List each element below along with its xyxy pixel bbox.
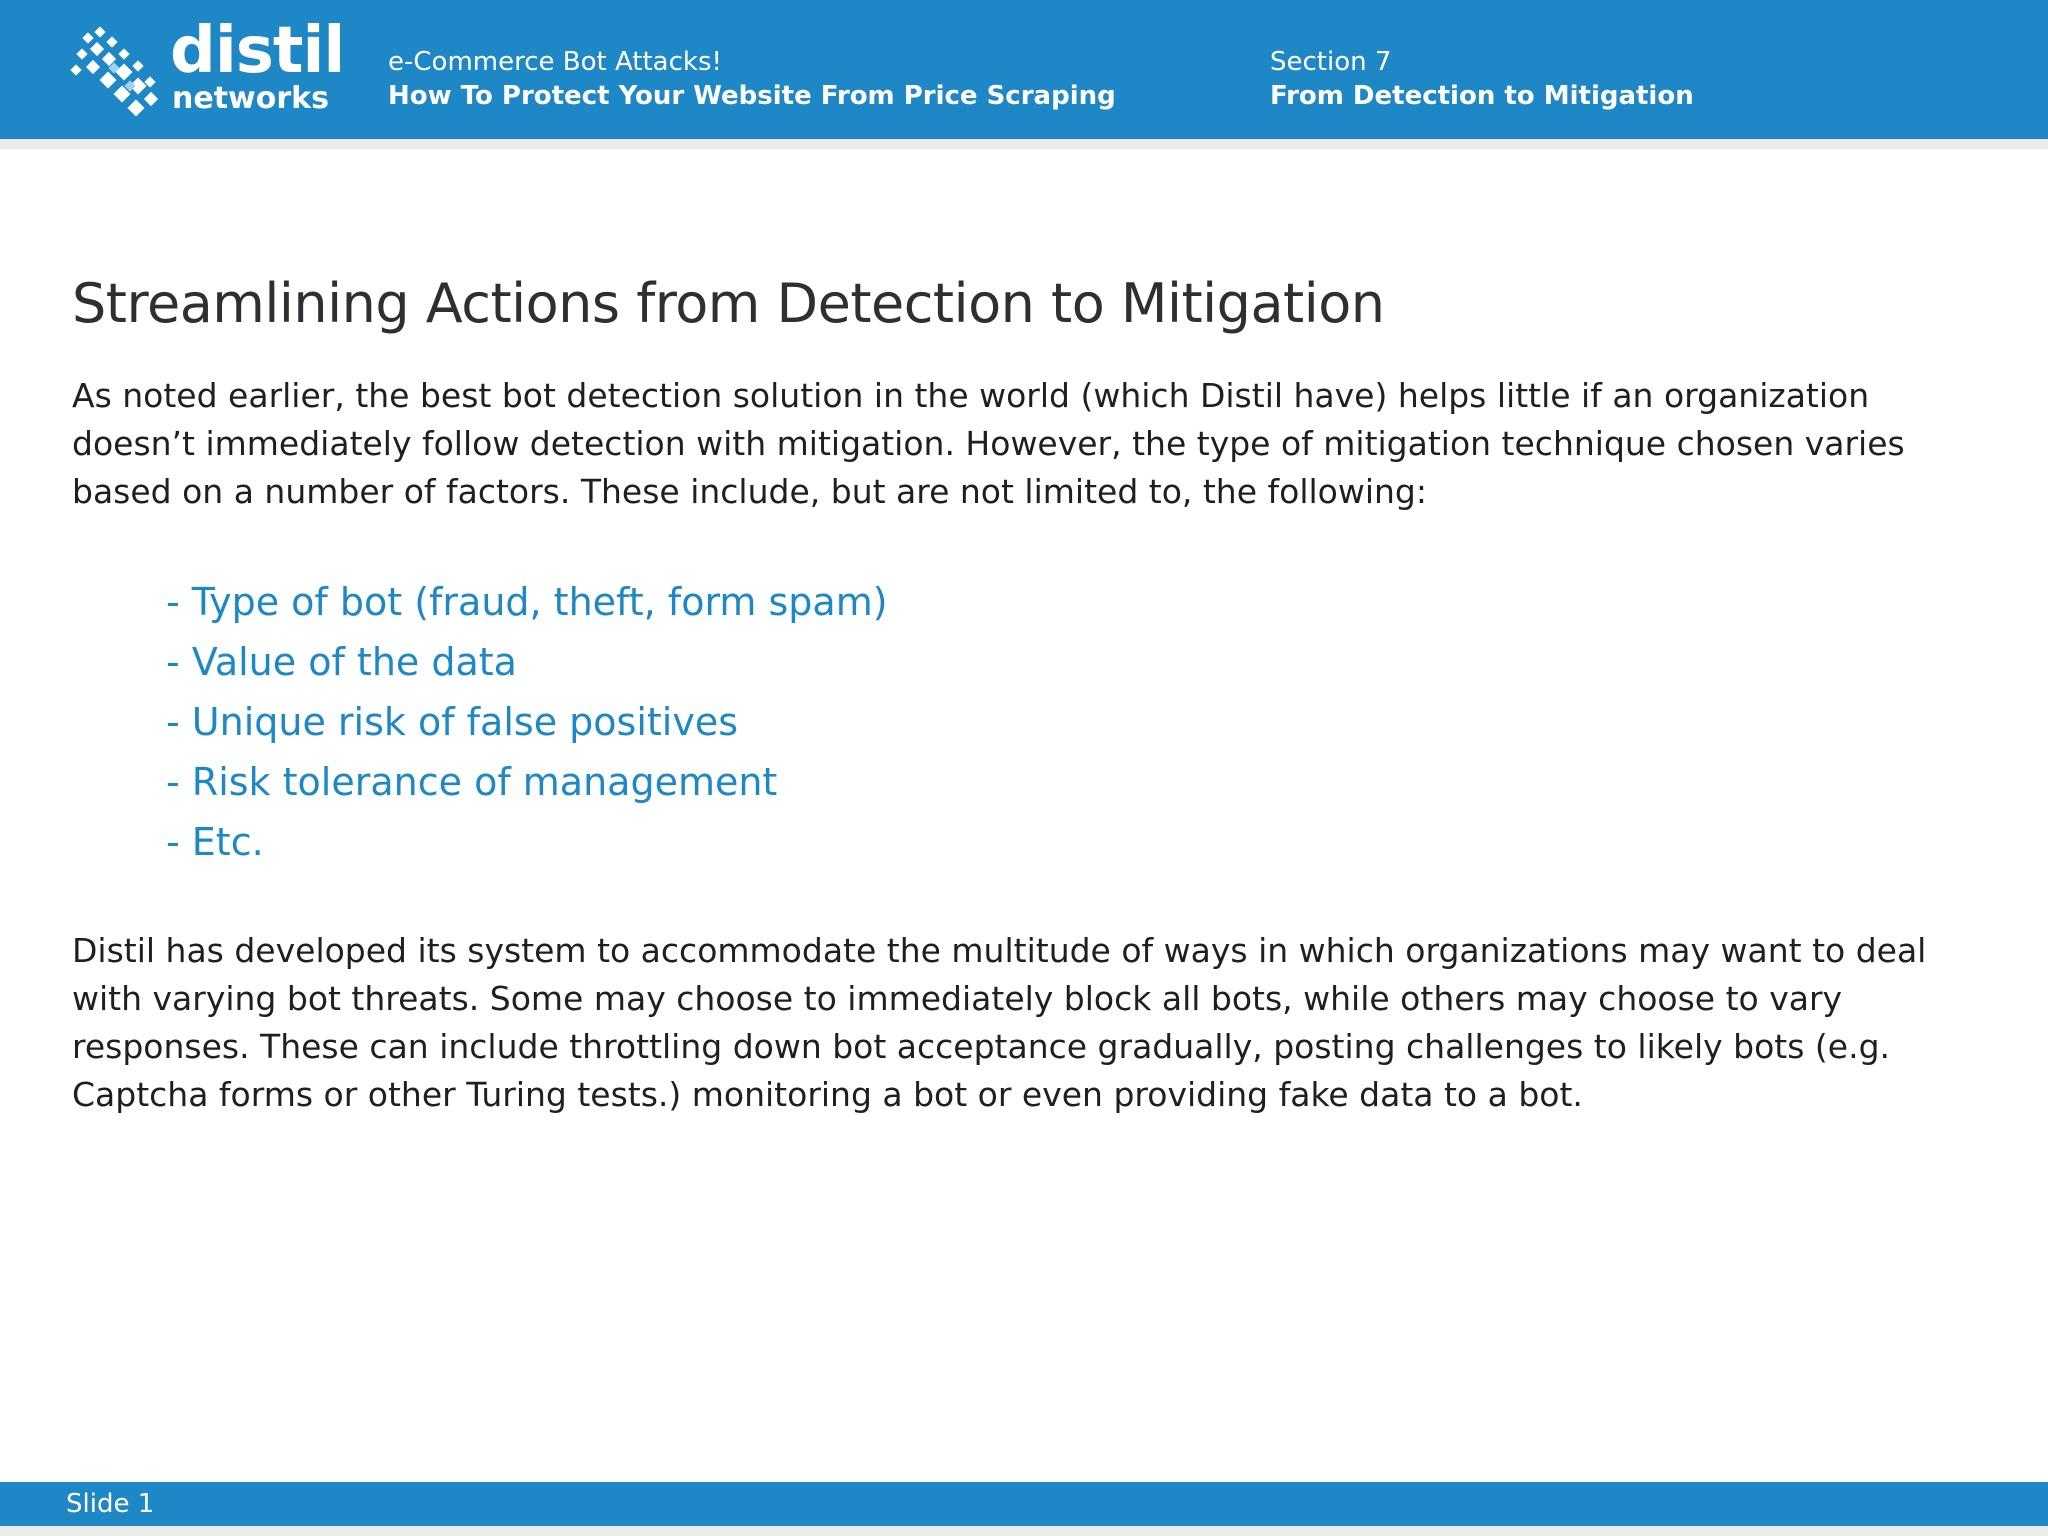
logo-subtitle: networks [172,81,329,116]
section-name: From Detection to Mitigation [1270,81,1694,111]
header-bar [0,0,2048,139]
footer-divider [0,1526,2048,1536]
list-item: - Value of the data [166,640,517,684]
list-item: - Unique risk of false positives [166,700,739,744]
list-item: - Risk tolerance of management [166,760,778,804]
factor-list [166,572,888,872]
distil-networks-logo [70,14,345,120]
section-title-block [1270,45,1694,113]
course-title-block [388,45,1116,113]
footer-bar [0,1482,2048,1526]
slide-title: Streamlining Actions from Detection to Mitigation [72,272,1385,335]
header-divider [0,139,2048,149]
list-item: - Type of bot (fraud, theft, form spam) [166,580,888,624]
list-item: - Etc. [166,820,264,864]
course-name: e-Commerce Bot Attacks! [388,47,722,77]
course-subtitle: How To Protect Your Website From Price Scraping [388,81,1116,111]
section-number: Section 7 [1270,47,1392,77]
intro-paragraph: As noted earlier, the best bot detection solution in the world (which Distil have) helps little if an organization doesn’t immediately follow detection with mitigation. However, the type of mitigation technique chosen varies based on a number of factors. These include, but are not limited to, the following: [72,376,1905,511]
logo-wordmark: distil [170,14,345,88]
slide-number: Slide 1 [66,1489,155,1519]
closing-paragraph: Distil has developed its system to accommodate the multitude of ways in which organizations may want to deal with varying bot threats. Some may choose to immediately block all bots, while others may choose to vary responses. These can include throttling down bot acceptance gradually, posting challenges to likely bots (e.g. Captcha forms or other Turing tests.) monitoring a bot or even providing fake data to a bot. [72,931,1927,1114]
distil-logo-mark-icon [70,24,166,120]
